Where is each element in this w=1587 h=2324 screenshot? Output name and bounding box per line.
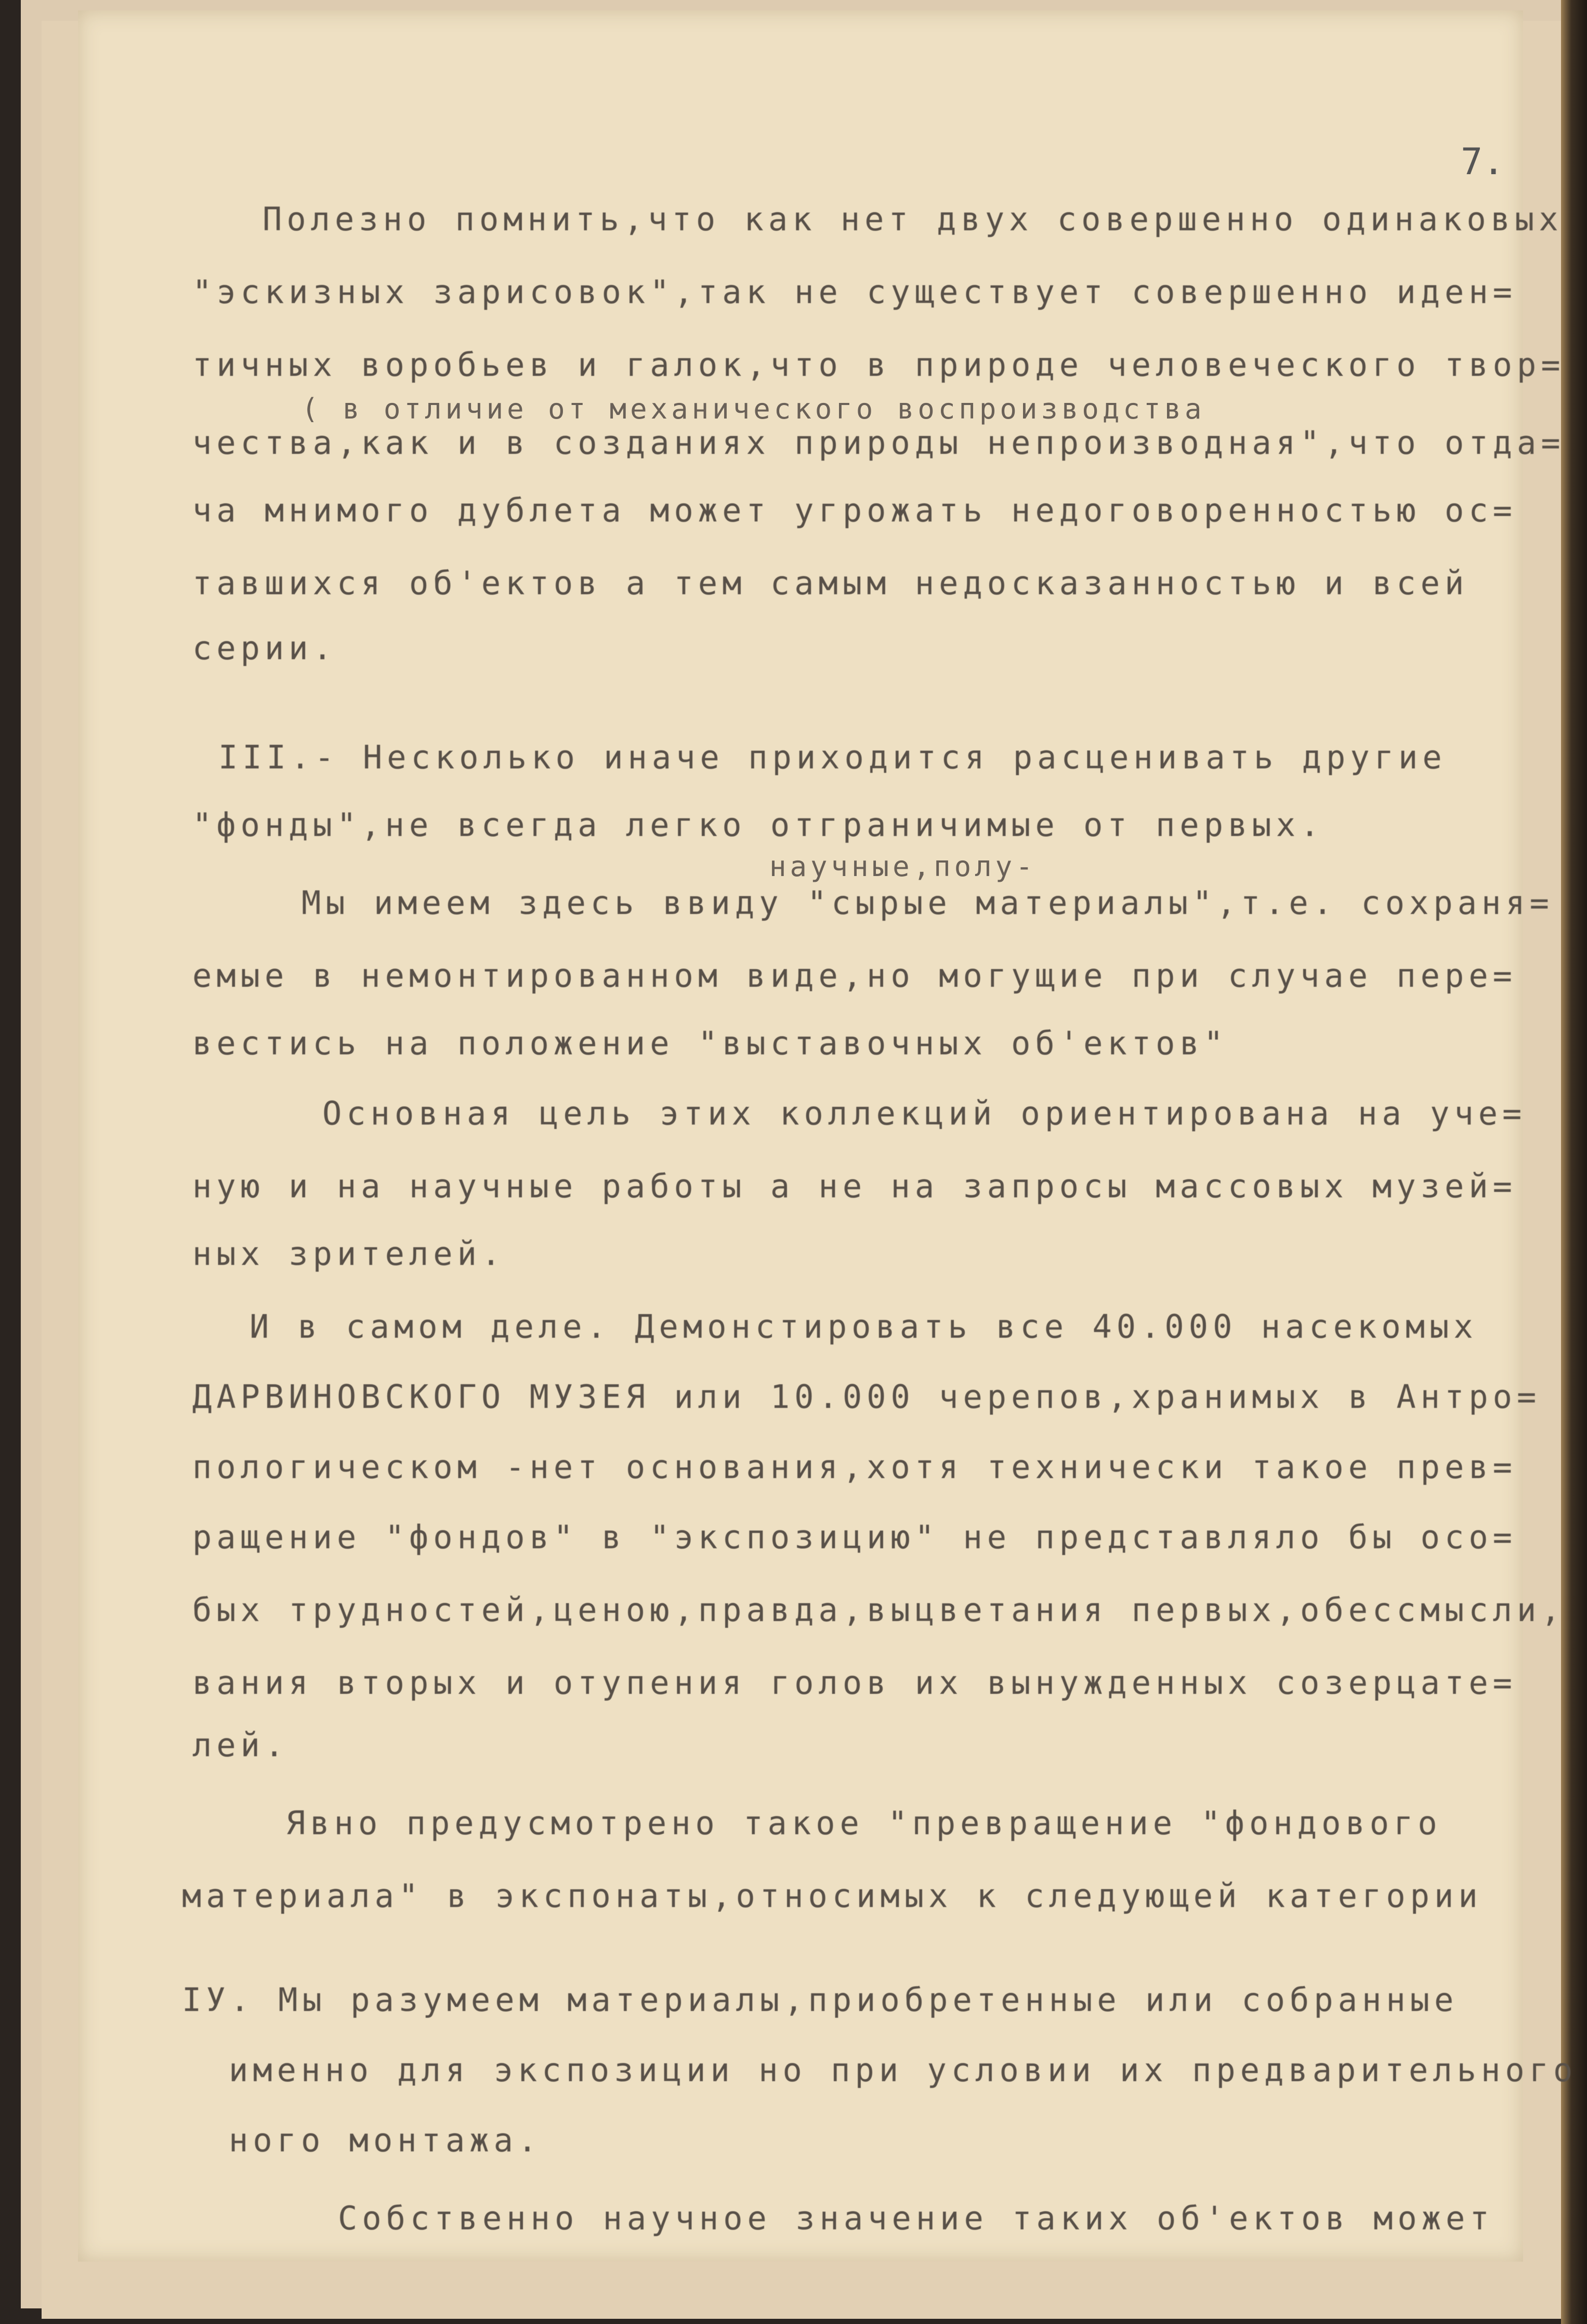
handwritten-insertion: научные,полу-	[769, 850, 1037, 883]
text-line: "эскизных зарисовок",так не существует совершенно иден=	[192, 273, 1517, 311]
text-line: пологическом -нет основания,хотя технически такое прев=	[192, 1448, 1517, 1486]
text-line: ного монтажа.	[229, 2121, 542, 2159]
handwritten-insertion: ( в отличие от механического воспроизводства	[301, 393, 1205, 425]
text-line: Собственно научное значение таких об'ектов может	[338, 2199, 1494, 2237]
text-line: ращение "фондов" в "экспозицию" не представляло бы осо=	[192, 1518, 1517, 1556]
page-number: 7.	[1461, 140, 1505, 183]
text-line: материала" в экспонаты,относимых к следующей категории	[182, 1877, 1483, 1915]
text-line: чества,как и в созданиях природы непроизводная",что отда=	[192, 424, 1565, 462]
text-line: именно для экспозиции но при условии их предварительного	[229, 2051, 1578, 2089]
document-page	[78, 10, 1578, 2262]
text-line: серии.	[192, 629, 337, 667]
text-line: IУ. Мы разумеем материалы,приобретенные или собранные	[182, 1981, 1459, 2019]
text-line: ную и на научные работы а не на запросы массовых музей=	[192, 1167, 1517, 1205]
text-line: ных зрителей.	[192, 1235, 506, 1273]
text-line: бых трудностей,ценою,правда,выцветания первых,обессмысли,	[192, 1591, 1565, 1629]
text-line: Явно предусмотрено такое "превращение "фондового	[286, 1804, 1442, 1842]
text-line: емые в немонтированном виде,но могущие при случае пере=	[192, 957, 1517, 995]
text-line: Мы имеем здесь ввиду "сырые материалы",т.е. сохраня=	[301, 884, 1554, 922]
text-line: вания вторых и отупения голов их вынужденных созерцате=	[192, 1664, 1517, 1702]
text-line: тичных воробьев и галок,что в природе человеческого твор=	[192, 346, 1565, 384]
text-line: III.- Несколько иначе приходится расценивать другие	[218, 738, 1447, 776]
text-line: лей.	[192, 1726, 289, 1764]
text-line: ча мнимого дублета может угрожать недоговоренностью ос=	[192, 491, 1517, 529]
text-line: ДАРВИНОВСКОГО МУЗЕЯ или 10.000 черепов,хранимых в Антро=	[192, 1378, 1541, 1416]
text-line: "фонды",не всегда легко отграничимые от первых.	[192, 806, 1324, 844]
text-line: вестись на положение "выставочных об'ектов"	[192, 1024, 1228, 1062]
text-line: И в самом деле. Демонстировать все 40.000 насекомых	[250, 1308, 1478, 1346]
text-line: Основная цель этих коллекций ориентирована на уче=	[322, 1094, 1527, 1132]
text-line: тавшихся об'ектов а тем самым недосказанностью и всей	[192, 564, 1469, 602]
text-line: Полезно помнить,что как нет двух совершенно одинаковых	[263, 200, 1563, 238]
